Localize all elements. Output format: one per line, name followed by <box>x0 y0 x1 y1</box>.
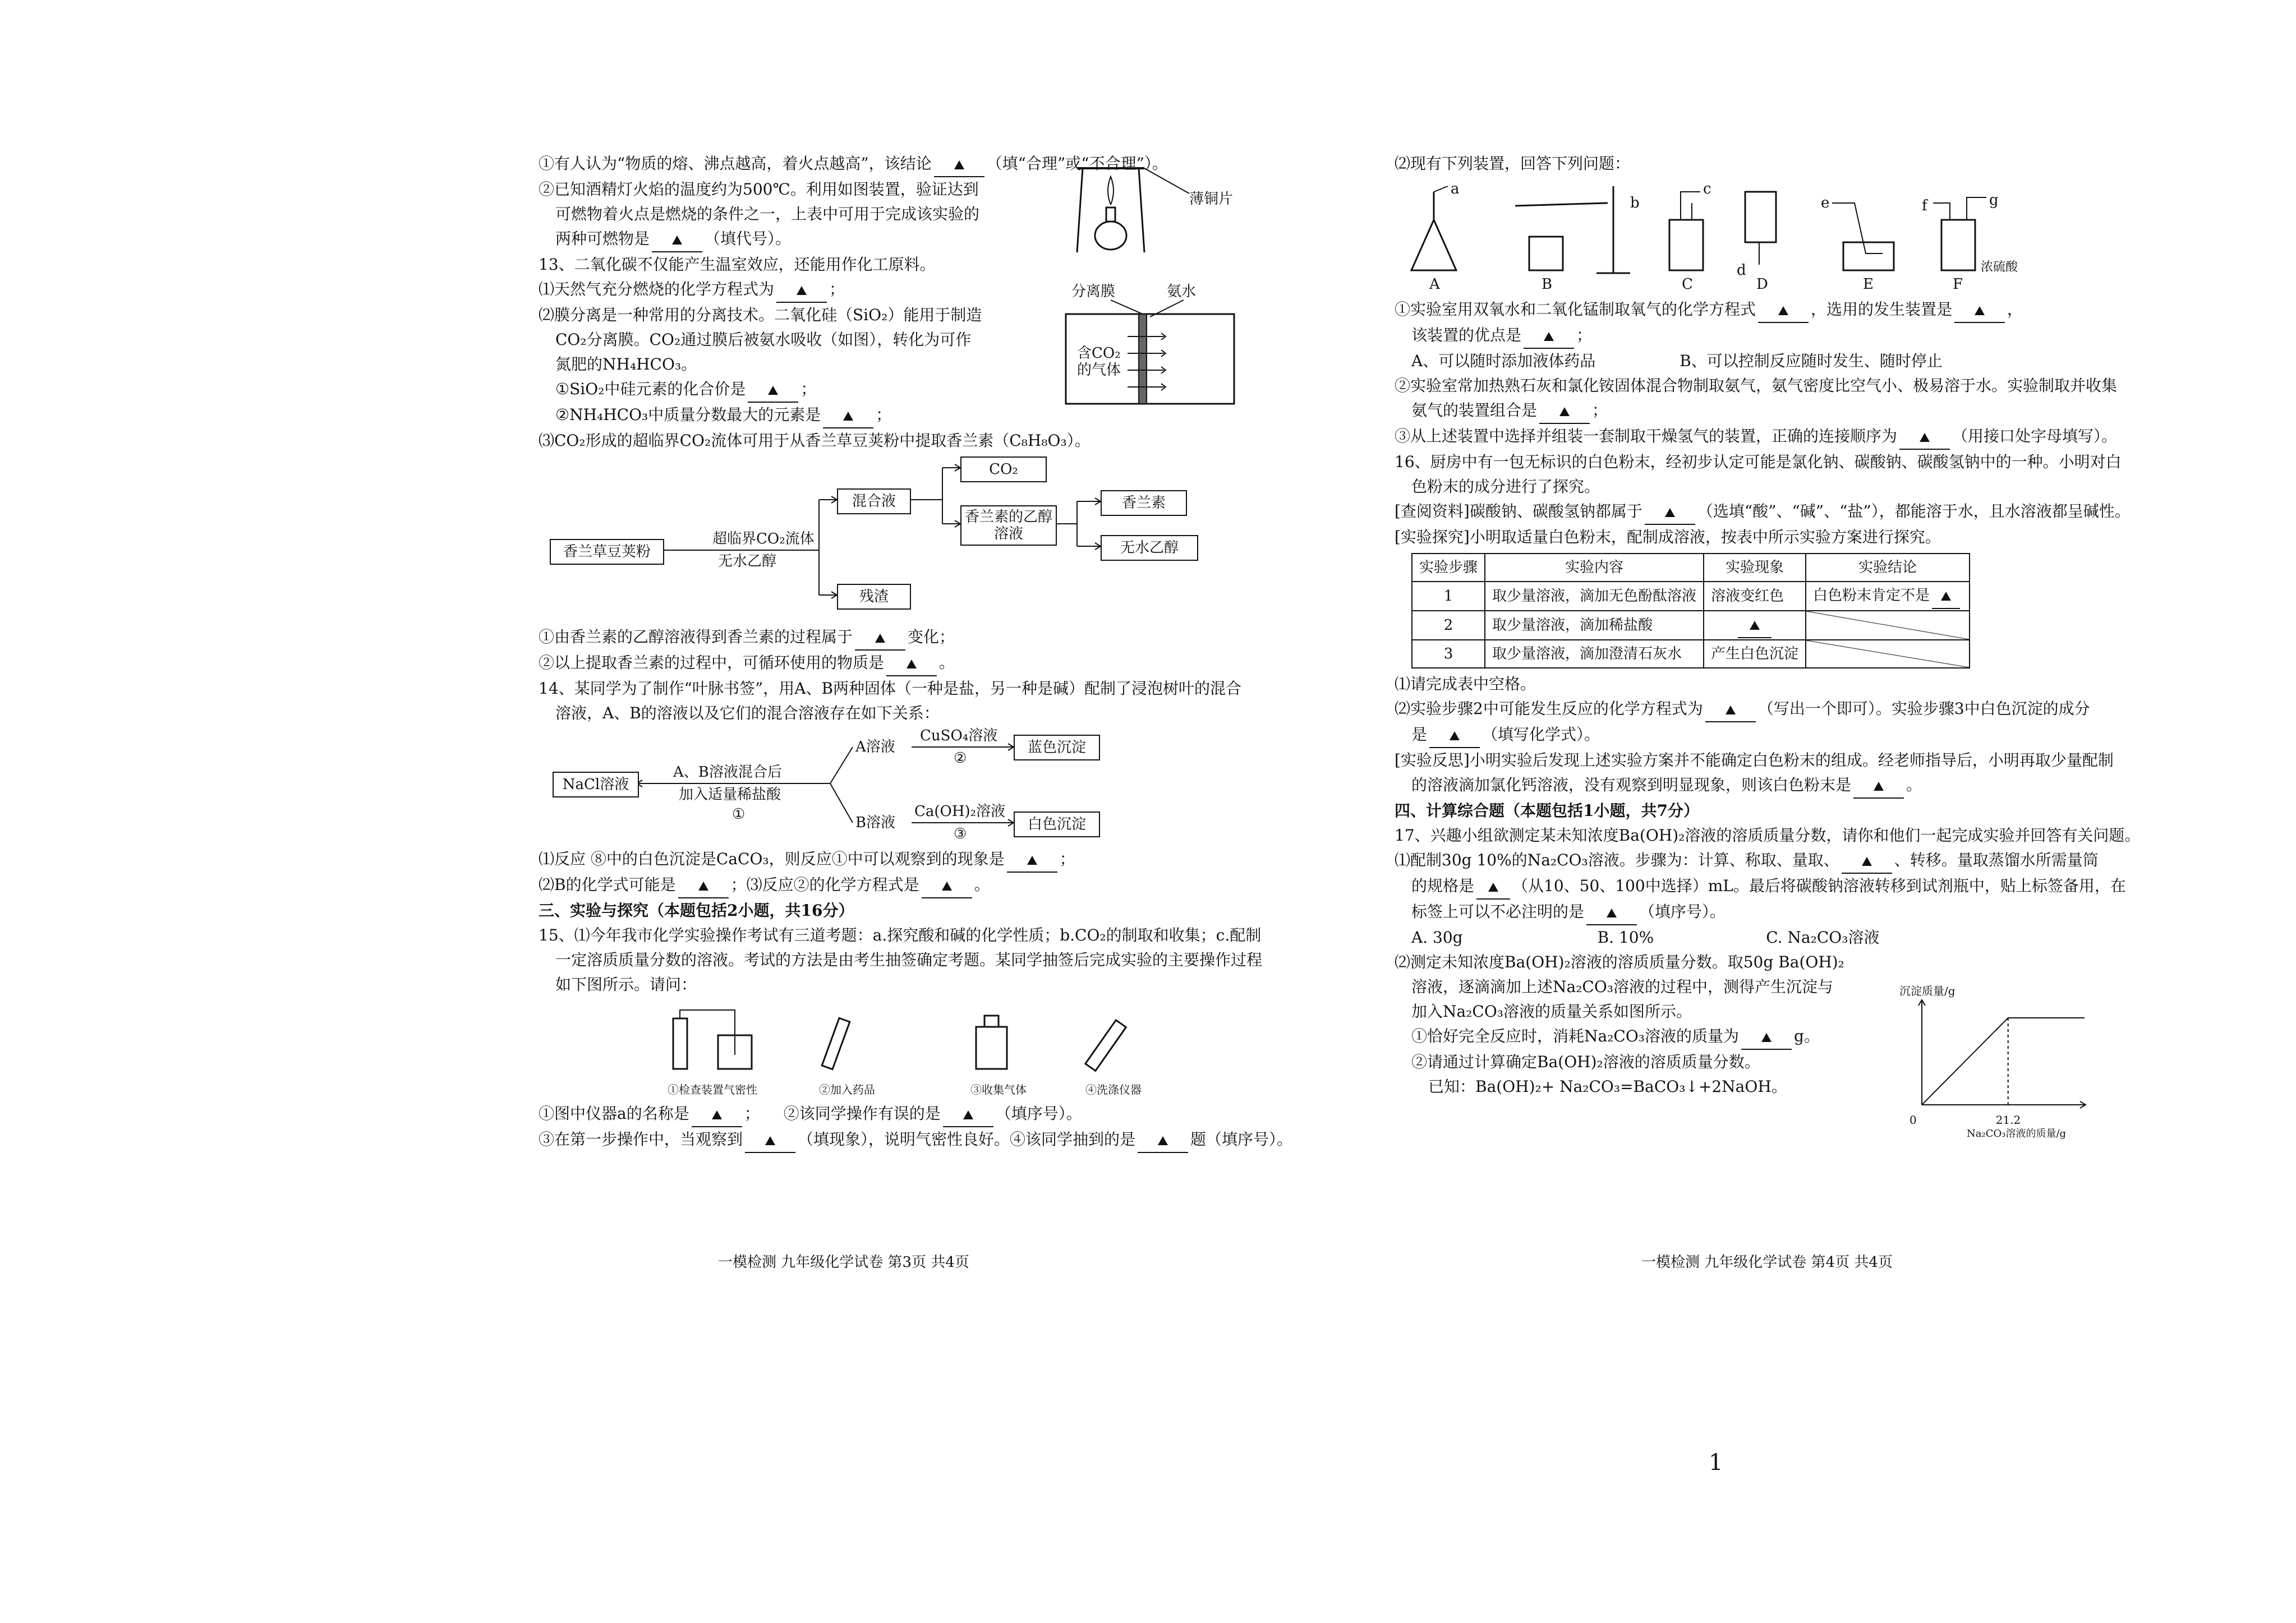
triangle-icon <box>797 286 807 295</box>
q15-2-intro <box>1395 151 2141 176</box>
q16-2c <box>1395 722 2141 748</box>
answer-blank[interactable] <box>922 873 972 898</box>
text: ⑵现有下列装置，回答下列问题： <box>1395 154 1631 173</box>
text: ⑵B的化学式可能是 <box>539 875 676 894</box>
answer-blank[interactable] <box>1899 424 1950 450</box>
text: 如下图所示。请问： <box>555 975 697 994</box>
right-page <box>1148 0 2296 1623</box>
port-b: b <box>1630 195 1640 211</box>
ammonia-label: 氨水 <box>1167 283 1197 300</box>
header-step: 实验步骤 <box>1412 554 1485 582</box>
table-row <box>1412 611 1970 640</box>
text: 题（填序号）。 <box>1190 1130 1293 1149</box>
text: 三、实验与探究（本题包括2小题，共16分） <box>539 901 854 920</box>
triangle-icon <box>954 160 964 169</box>
triangle-icon <box>1665 508 1675 517</box>
q13-2e: ②NH₄HCO₃中质量分数最大的元素是 ； <box>539 403 1285 428</box>
q16-2 <box>1395 697 2141 722</box>
text: ⑴配制30g 10%的Na₂CO₃溶液。步骤为：计算、称取、量取、 <box>1395 851 1839 869</box>
r3b: 氨气的装置组合是 ； <box>1395 398 2141 424</box>
text: 的规格是 <box>1411 877 1475 895</box>
cell-diagonal <box>1806 611 1970 640</box>
nacl-box: NaCl溶液 <box>553 772 639 797</box>
text: ⑵实验步骤2中可能发生反应的化学方程式为 <box>1395 699 1703 718</box>
triangle-icon <box>1975 306 1985 315</box>
a-solution-label: A溶液 <box>855 739 895 755</box>
answer-blank[interactable] <box>1476 874 1510 900</box>
reaction-1-label: ① <box>732 806 746 823</box>
triangle-icon <box>765 1136 775 1145</box>
text: 该装置的优点是 <box>1411 326 1522 344</box>
triangle-icon <box>1761 1033 1772 1042</box>
text: （选填“酸”、“碱”、“盐”），都能溶于水，且水溶液都呈碱性。 <box>1697 502 2131 520</box>
copper-plate-label: 薄铜片 <box>1189 191 1234 208</box>
triangle-icon <box>843 412 853 421</box>
text: 、转移。量取蒸馏水所需量筒 <box>1894 851 2099 869</box>
answer-blank[interactable] <box>1741 1024 1792 1050</box>
cell: 3 <box>1412 640 1485 668</box>
text: ①由香兰素的乙醇溶液得到香兰素的过程属于 <box>539 628 853 646</box>
text: 标签上可以不必注明的是 <box>1411 902 1585 921</box>
text: B. 10% <box>1597 928 1654 947</box>
chart-xlabel: Na₂CO₃溶液的质量/g <box>1967 1128 2067 1140</box>
text: 17、兴趣小组欲测定某未知浓度Ba(OH)₂溶液的溶质质量分数，请你和他们一起完成实验并回答有关问题。 <box>1395 826 2141 845</box>
text: 是 <box>1411 725 1428 744</box>
text: ①有人认为“物质的熔、沸点越高，着火点越高”，该结论 <box>539 154 932 173</box>
q14-1: ⑴反应 ⑧中的白色沉淀是CaCO₃，则反应①中可以观察到的现象是 ； <box>539 847 1285 873</box>
step-4-caption: ④洗涤仪器 <box>1085 1083 1142 1096</box>
precipitate-series-line <box>1922 1018 2085 1105</box>
text: ①图中仪器a的名称是 <box>539 1104 689 1123</box>
q16d <box>1395 525 2141 550</box>
q13-2d: ①SiO₂中硅元素的化合价是 ； <box>539 377 1285 403</box>
mixture-box: 混合液 <box>837 488 911 514</box>
q16-3b: 的溶液滴加氯化钙溶液，没有观察到明显现象，则该白色粉末是 。 <box>1395 773 2141 799</box>
header-content: 实验内容 <box>1485 554 1704 582</box>
text: g。 <box>1794 1027 1820 1045</box>
q17-2a <box>1395 950 2141 975</box>
text: [实验探究]小明取适量白色粉末，配制成溶液，按表中所示实验方案进行探究。 <box>1395 528 1941 546</box>
text: 加入Na₂CO₃溶液的质量关系如图所示。 <box>1411 1002 1692 1021</box>
right-footer: 一模检测 九年级化学试卷 第4页 共4页 <box>1641 1254 1893 1271</box>
cell <box>1806 582 1970 611</box>
apparatus-c-label: C <box>1682 276 1693 293</box>
cell: 取少量溶液，滴加澄清石灰水 <box>1485 640 1704 668</box>
text: ②请通过计算确定Ba(OH)₂溶液的溶质质量分数。 <box>1411 1053 1760 1071</box>
answer-blank[interactable] <box>1429 722 1480 748</box>
ethanol-box: 无水乙醇 <box>1101 535 1198 561</box>
answer-blank[interactable] <box>1586 900 1637 925</box>
apparatus-d-label: D <box>1756 276 1768 293</box>
text: 氮肥的NH₄HCO₃。 <box>555 355 697 374</box>
ethanol-arrow-label: 无水乙醇 <box>718 553 777 570</box>
triangle-icon <box>1450 731 1460 740</box>
table-row <box>1412 640 1970 668</box>
cell: 1 <box>1412 582 1485 611</box>
q13-3b: ②以上提取香兰素的过程中，可循环使用的物质是 。 <box>539 651 1285 676</box>
apparatus-f-label: F <box>1953 276 1963 293</box>
triangle-icon <box>1488 883 1498 892</box>
text: 溶液，A、B的溶液以及它们的混合溶液存在如下关系： <box>555 704 940 722</box>
triangle-icon <box>1941 592 1951 601</box>
port-a: a <box>1451 181 1460 197</box>
answer-blank[interactable] <box>943 1101 993 1127</box>
precipitate-chart <box>1899 979 2135 1140</box>
step-3-caption: ③收集气体 <box>970 1083 1027 1096</box>
answer-blank[interactable] <box>1738 612 1772 638</box>
answer-blank[interactable] <box>692 1101 742 1127</box>
text: 变化； <box>908 628 955 646</box>
text: CO₂分离膜。CO₂通过膜后被氨水吸收（如图），转化为可作 <box>555 330 972 349</box>
text: 16、厨房中有一包无标识的白色粉末，经初步认定可能是氯化钠、碳酸钠、碳酸氢钠中的一种。小明对白 <box>1395 453 2122 471</box>
triangle-icon <box>1920 433 1930 442</box>
answer-blank[interactable] <box>1645 499 1695 525</box>
table-row <box>1412 582 1970 611</box>
triangle-icon <box>712 1110 722 1119</box>
step-1-caption: ①检查装置气密性 <box>668 1083 757 1096</box>
answer-blank[interactable] <box>748 377 798 403</box>
r4 <box>1395 424 2141 450</box>
q16b <box>1395 474 2141 499</box>
cell: 取少量溶液，滴加稀盐酸 <box>1485 611 1704 640</box>
apparatus-figure <box>1395 181 2141 293</box>
cell: 取少量溶液，滴加无色酚酞溶液 <box>1485 582 1704 611</box>
answer-blank[interactable] <box>1932 583 1960 609</box>
answer-blank[interactable] <box>652 227 702 252</box>
q15-1: ①图中仪器a的名称是 ； ②该同学操作有误的是 （填序号）。 <box>539 1101 1285 1127</box>
text: A. 30g <box>1411 928 1463 947</box>
triangle-icon <box>875 634 885 643</box>
text: （写出一个即可）。实验步骤3中白色沉淀的成分 <box>1757 699 2090 718</box>
triangle-icon <box>1027 856 1037 865</box>
page-number: 1 <box>1709 1450 1723 1476</box>
reaction-3-label: ③ <box>954 826 967 842</box>
text: ②已知酒精灯火焰的温度约为500℃。利用如图装置，验证达到 <box>539 180 979 199</box>
apparatus-e-label: E <box>1863 276 1874 293</box>
x-tick-0: 0 <box>1910 1113 1917 1127</box>
port-c: c <box>1703 181 1711 197</box>
triangle-icon <box>1559 407 1570 416</box>
q16-3a <box>1395 748 2141 773</box>
text: ⑵膜分离是一种常用的分离技术。二氧化硅（SiO₂）能用于制造 <box>539 306 982 324</box>
text: 已知：Ba(OH)₂+ Na₂CO₃=BaCO₃↓+2NaOH。 <box>1428 1077 1787 1096</box>
experiment-table <box>1411 553 1970 668</box>
text: 氨气的装置组合是 <box>1411 401 1538 419</box>
q17-1c <box>1395 900 2141 925</box>
co2-gas-label: 含CO₂的气体 <box>1077 345 1121 379</box>
port-g: g <box>1989 192 1999 209</box>
right-column <box>1395 151 2141 1140</box>
answer-blank[interactable] <box>1954 297 2005 323</box>
cell: 溶液变红色 <box>1704 582 1806 611</box>
b-solution-label: B溶液 <box>855 814 896 831</box>
text: A、可以随时添加液体药品 <box>1411 352 1596 370</box>
text: 14、某同学为了制作“叶脉书签”，用A、B两种固体（一种是盐，另一种是碱）配制了浸泡树叶的混合 <box>539 679 1242 698</box>
text: （用接口处字母填写）。 <box>1952 427 2118 445</box>
header-conclusion: 实验结论 <box>1806 554 1970 582</box>
text: ③从上述装置中选择并组装一套制取干燥氢气的装置，正确的连接顺序为 <box>1395 427 1898 445</box>
vanillin-ethanol-box: 香兰素的乙醇溶液 <box>960 505 1057 546</box>
text: ①恰好完全反应时，消耗Na₂CO₃溶液的质量为 <box>1411 1027 1740 1045</box>
q13-1: ⑴天然气充分燃烧的化学方程式为 ； <box>539 277 1285 303</box>
answer-blank[interactable] <box>1842 848 1892 874</box>
text: 13、二氧化碳不仅能产生温室效应，还能用作化工原料。 <box>539 255 936 274</box>
answer-blank[interactable] <box>886 651 937 676</box>
port-f: f <box>1922 197 1927 214</box>
text: ②以上提取香兰素的过程中，可循环使用的物质是 <box>539 653 885 672</box>
triangle-icon <box>1862 857 1872 866</box>
answer-blank[interactable] <box>934 151 984 177</box>
cell <box>1704 611 1806 640</box>
x-tick-21-2: 21.2 <box>1995 1113 2021 1127</box>
triangle-icon <box>672 236 682 245</box>
text: （填序号）。 <box>995 1104 1082 1123</box>
text: ；⑶反应②的化学方程式是 <box>730 875 919 894</box>
text: C. Na₂CO₃溶液 <box>1766 928 1880 947</box>
membrane-label: 分离膜 <box>1071 283 1116 300</box>
answer-blank[interactable] <box>678 873 729 898</box>
answer-blank[interactable] <box>1853 773 1904 799</box>
cell-text: 白色粉末肯定不是 <box>1813 587 1930 604</box>
apparatus-a-label: A <box>1429 276 1440 293</box>
text: ⑶CO₂形成的超临界CO₂流体可用于从香兰草豆荚粉中提取香兰素（C₈H₈O₃）。 <box>539 431 1091 450</box>
triangle-icon <box>907 660 917 668</box>
triangle-icon <box>1544 332 1554 341</box>
answer-blank[interactable] <box>1539 398 1590 424</box>
text: ①SiO₂中硅元素的化合价是 <box>555 380 746 398</box>
port-d: d <box>1737 262 1746 279</box>
triangle-icon <box>1750 621 1760 630</box>
text: 可燃物着火点是燃烧的条件之一，上表中可用于完成该实验的 <box>555 205 980 223</box>
text: 两种可燃物是 <box>555 229 650 248</box>
residue-box: 残渣 <box>837 584 911 610</box>
r3a <box>1395 374 2141 398</box>
q16c <box>1395 499 2141 525</box>
text: 一定溶质质量分数的溶液。考试的方法是由考生抽签确定考题。某同学抽签后完成实验的主要操作过程 <box>555 951 1263 969</box>
vanillin-pod-box: 香兰草豆荚粉 <box>550 539 664 565</box>
text: （填“合理”或“不合理”）。 <box>986 154 1168 173</box>
answer-blank[interactable] <box>1758 297 1809 323</box>
text: [查阅资料]碳酸钠、碳酸氢钠都属于 <box>1395 502 1642 520</box>
step-2-caption: ②加入药品 <box>819 1083 875 1096</box>
section-4 <box>1395 799 2141 823</box>
cell: 产生白色沉淀 <box>1704 640 1806 668</box>
r1: ①实验室用双氧水和二氧化锰制取氧气的化学方程式 ，选用的发生装置是 ， <box>1395 297 2141 323</box>
vanillin-box: 香兰素 <box>1101 490 1187 516</box>
scf-co2-label: 超临界CO₂流体 <box>712 531 815 547</box>
text: ⑴请完成表中空格。 <box>1395 675 1536 693</box>
q16a <box>1395 450 2141 474</box>
text: ⑴反应 ⑧中的白色沉淀是CaCO₃，则反应①中可以观察到的现象是 <box>539 850 1005 868</box>
text: ②实验室常加热熟石灰和氯化铵固体混合物制取氨气，氨气密度比空气小、极易溶于水。实验制取并收集 <box>1395 376 2118 395</box>
q17-1a <box>1395 848 2141 874</box>
header-phenomenon: 实验现象 <box>1704 554 1806 582</box>
caoh2-label: Ca(OH)₂溶液 <box>914 803 1006 820</box>
text: （填代号）。 <box>705 229 792 248</box>
q14-2: ⑵B的化学式可能是 ；⑶反应②的化学方程式是 。 <box>539 873 1285 898</box>
q17 <box>1395 823 2141 848</box>
text: （填现象），说明气密性良好。④该同学抽到的是 <box>798 1130 1136 1149</box>
q16-1 <box>1395 672 2141 697</box>
triangle-icon <box>942 882 952 891</box>
text: 四、计算综合题（本题包括1小题，共7分） <box>1395 801 1699 820</box>
text: （填写化学式）。 <box>1482 725 1600 744</box>
table-header-row <box>1412 554 1970 582</box>
r-options <box>1395 349 2141 374</box>
r2: 该装置的优点是 ； <box>1395 323 2141 349</box>
triangle-icon <box>1607 909 1617 917</box>
answer-blank[interactable] <box>1705 697 1756 722</box>
triangle-icon <box>1778 306 1788 315</box>
text: ③在第一步操作中，当观察到 <box>539 1130 743 1149</box>
triangle-icon <box>1726 706 1736 714</box>
cell-diagonal <box>1806 640 1970 668</box>
cuso4-label: CuSO₄溶液 <box>920 727 998 744</box>
answer-blank[interactable] <box>823 403 873 428</box>
text: [实验反思]小明实验后发现上述实验方案并不能确定白色粉末的组成。经老师指导后，小明再取少量配制 <box>1395 751 2114 769</box>
answer-blank[interactable] <box>776 277 827 303</box>
triangle-icon <box>1874 782 1884 791</box>
q17-options <box>1395 925 2141 950</box>
text: ②NH₄HCO₃中质量分数最大的元素是 <box>555 405 821 424</box>
text: ②该同学操作有误的是 <box>783 1104 941 1123</box>
conc-acid-label: 浓硫酸 <box>1981 260 2018 274</box>
text: 15、⑴今年我市化学实验操作考试有三道考题：a.探究酸和碱的化学性质；b.CO₂的制取和收集；c.配制 <box>539 926 1262 944</box>
apparatus-b-label: B <box>1542 276 1553 293</box>
answer-blank[interactable] <box>1007 847 1057 873</box>
white-precipitate-box: 白色沉淀 <box>1014 811 1100 837</box>
blue-precipitate-box: 蓝色沉淀 <box>1014 735 1100 760</box>
text: 色粉末的成分进行了探究。 <box>1411 477 1600 496</box>
answer-blank[interactable] <box>855 625 905 651</box>
text: ，选用的发生装置是 <box>1811 300 1953 319</box>
port-e: e <box>1821 195 1830 211</box>
chart-ylabel: 沉淀质量/g <box>1899 984 1955 998</box>
q17-1b <box>1395 874 2141 900</box>
answer-blank[interactable] <box>1524 323 1574 349</box>
text: B、可以控制反应随时发生、随时停止 <box>1680 352 1943 370</box>
left-footer: 一模检测 九年级化学试卷 第3页 共4页 <box>718 1254 969 1271</box>
co2-box: CO₂ <box>960 457 1047 482</box>
cell: 2 <box>1412 611 1485 640</box>
reaction-2-label: ② <box>954 750 967 767</box>
triangle-icon <box>963 1110 973 1119</box>
text: ⑵测定未知浓度Ba(OH)₂溶液的溶质质量分数。取50g Ba(OH)₂ <box>1395 953 1844 971</box>
hcl-label: 加入适量稀盐酸 <box>679 786 781 803</box>
triangle-icon <box>698 882 708 891</box>
text: （填序号）。 <box>1639 902 1726 921</box>
text: ①实验室用双氧水和二氧化锰制取氧气的化学方程式 <box>1395 300 1756 319</box>
text: 的溶液滴加氯化钙溶液，没有观察到明显现象，则该白色粉末是 <box>1411 776 1852 794</box>
mix-label: A、B溶液混合后 <box>673 764 782 781</box>
text: （从10、50、100中选择）mL。最后将碳酸钠溶液转移到试剂瓶中，贴上标签备用，在 <box>1512 877 2126 895</box>
triangle-icon <box>768 386 778 395</box>
text: ⑴天然气充分燃烧的化学方程式为 <box>539 280 775 298</box>
text: 溶液，逐滴滴加上述Na₂CO₃溶液的过程中，测得产生沉淀与 <box>1411 978 1834 996</box>
answer-blank[interactable] <box>745 1127 795 1153</box>
